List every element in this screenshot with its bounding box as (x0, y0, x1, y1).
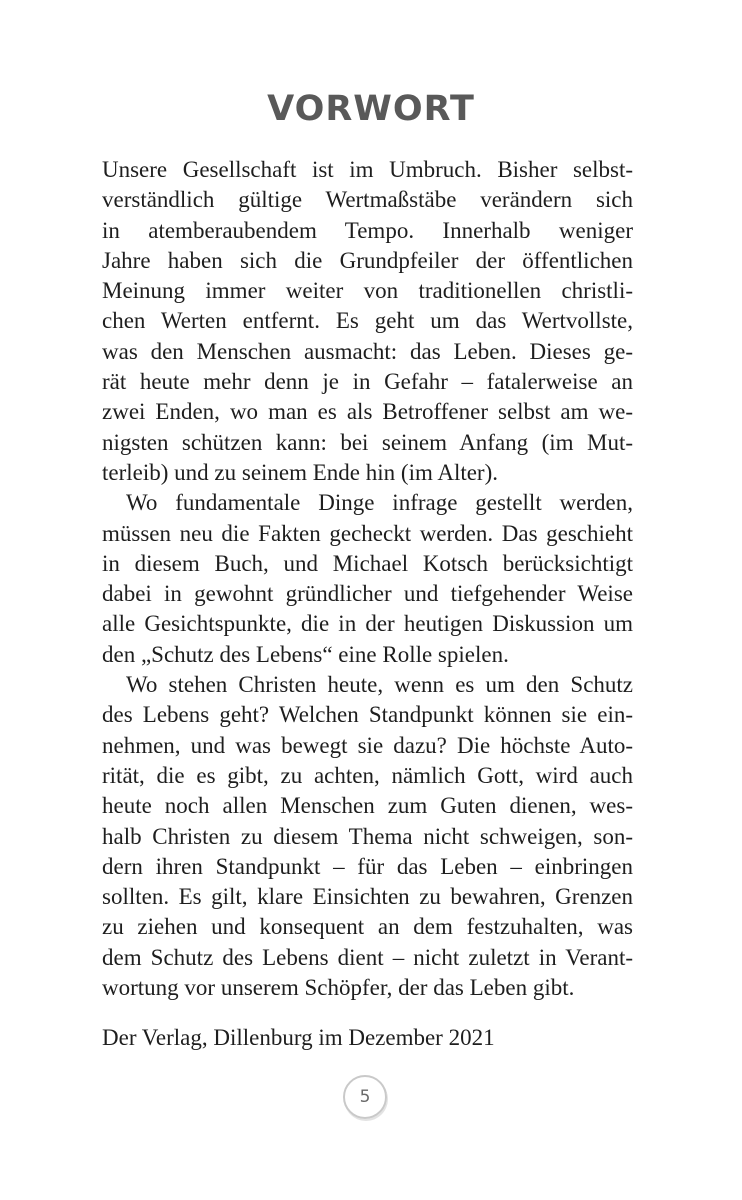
text-line: alle Gesichtspunkte, die in der heutigen Diskussion um (102, 611, 633, 637)
body-text (102, 155, 633, 1003)
text-line: rität, die es gibt, zu achten, nämlich Gott, wird auch (102, 762, 633, 788)
text-line: sollten. Es gilt, klare Einsichten zu bewahren, Grenzen (102, 884, 633, 910)
text-line: den „Schutz des Lebens“ eine Rolle spielen. (102, 641, 509, 667)
page-number: 5 (359, 1087, 371, 1107)
paragraph (102, 488, 633, 670)
text-line: verständlich gültige Wertmaßstäbe verändern sich (102, 187, 633, 213)
text-line: nehmen, und was bewegt sie dazu? Die höchste Auto- (102, 732, 633, 758)
text-line: Unsere Gesellschaft ist im Umbruch. Bisher selbst- (102, 157, 633, 182)
text-line: nigsten schützen kann: bei seinem Anfang (im Mut- (102, 429, 633, 455)
text-line: in atemberaubendem Tempo. Innerhalb weniger (102, 217, 633, 243)
paragraph (102, 670, 633, 1003)
text-line: zwei Enden, wo man es als Betroffener selbst am we- (102, 399, 633, 425)
text-line: Wo fundamentale Dinge infrage gestellt werden, (126, 490, 633, 516)
text-line: chen Werten entfernt. Es geht um das Wertvollste, (102, 308, 633, 334)
chapter-title: VORWORT (267, 89, 475, 129)
text-line: dem Schutz des Lebens dient – nicht zuletzt in Verant- (102, 944, 633, 970)
text-line: dabei in gewohnt gründlicher und tiefgehender Weise (102, 581, 633, 607)
text-line: heute noch allen Menschen zum Guten dienen, wes- (102, 793, 633, 819)
text-line: wortung vor unserem Schöpfer, der das Leben gibt. (102, 975, 575, 1001)
text-line: Jahre haben sich die Grundpfeiler der öffentlichen (102, 247, 633, 273)
text-line: des Lebens geht? Welchen Standpunkt können sie ein- (102, 702, 633, 728)
paragraph (102, 155, 633, 488)
text-line: in diesem Buch, und Michael Kotsch berücksichtigt (102, 550, 633, 576)
text-line: rät heute mehr denn je in Gefahr – fatalerweise an (102, 369, 633, 395)
publisher-signature: Der Verlag, Dillenburg im Dezember 2021 (102, 1025, 495, 1050)
text-line: müssen neu die Fakten gecheckt werden. Das geschieht (102, 520, 633, 546)
page-number-badge (343, 1075, 387, 1119)
text-line: halb Christen zu diesem Thema nicht schweigen, son- (102, 823, 633, 849)
text-line: zu ziehen und konsequent an dem festzuhalten, was (102, 914, 633, 940)
text-line: terleib) und zu seinem Ende hin (im Alter). (102, 459, 498, 485)
text-line: was den Menschen ausmacht: das Leben. Dieses ge- (102, 338, 633, 364)
text-line: Meinung immer weiter von traditionellen christli- (102, 278, 633, 304)
text-line: Wo stehen Christen heute, wenn es um den Schutz (126, 672, 633, 698)
text-line: dern ihren Standpunkt – für das Leben – einbringen (102, 853, 633, 879)
